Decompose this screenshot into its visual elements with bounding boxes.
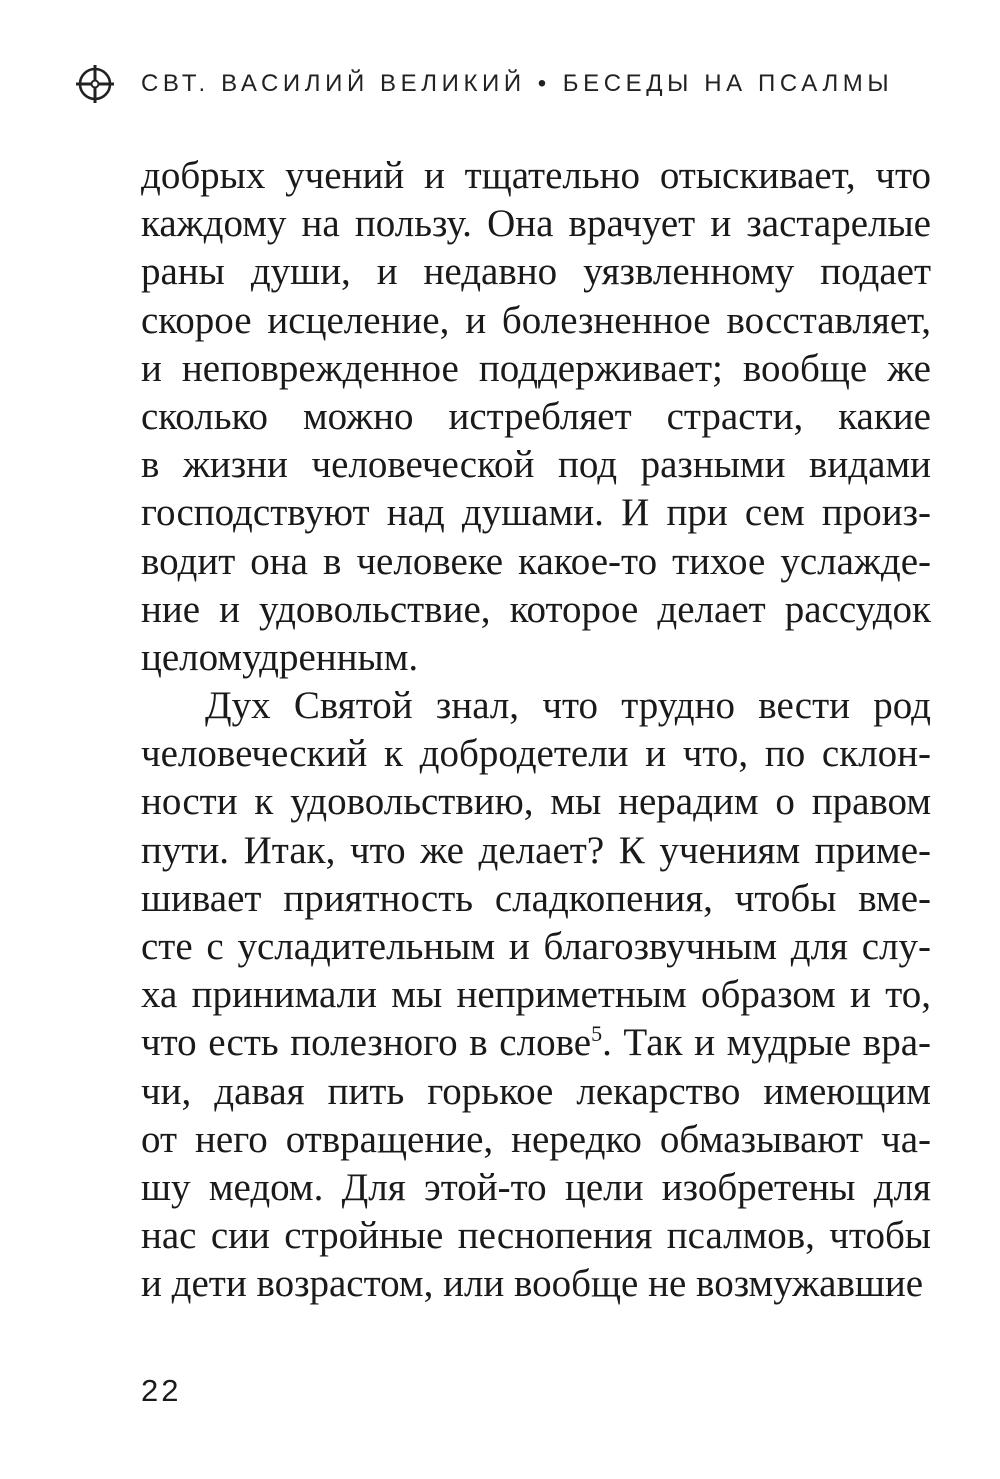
- text-line: в жизни человеческой под разными видами: [141, 443, 931, 487]
- text-line: человеческий к добродетели и что, по склон-: [141, 732, 931, 776]
- header-separator: •: [537, 70, 551, 97]
- text-line: и дети возрастом, или вообще не возмужавшие: [141, 1262, 924, 1306]
- running-header-text: [141, 70, 893, 98]
- header-author: СВТ. ВАСИЛИЙ ВЕЛИКИЙ: [141, 70, 526, 97]
- text-line: скорое исцеление, и болезненное восставляет,: [141, 298, 931, 342]
- header-book-title: БЕСЕДЫ НА ПСАЛМЫ: [562, 70, 894, 97]
- text-segment: что есть полезного в слове: [141, 1021, 592, 1065]
- text-segment: . Так и мудрые вра-: [602, 1021, 931, 1065]
- text-line: пути. Итак, что же делает? К учениям приме-: [141, 828, 931, 872]
- text-line: нас сии стройные песнопения псалмов, чтобы: [141, 1214, 931, 1258]
- page-number: 22: [141, 1373, 182, 1408]
- text-line: Дух Святой знал, что трудно вести род: [205, 684, 931, 728]
- running-header: [75, 62, 935, 106]
- text-line: шивает приятность сладкопения, чтобы вме-: [141, 876, 931, 920]
- text-line: сте с усладительным и благозвучным для слу-: [141, 925, 931, 968]
- text-line: добрых учений и тщательно отыскивает, что: [141, 154, 931, 197]
- text-line: сколько можно истребляет страсти, какие: [141, 394, 931, 438]
- body-text: [141, 152, 931, 1309]
- text-line: целомудренным.: [141, 635, 419, 679]
- text-line: и неповрежденное поддерживает; вообще же: [141, 346, 931, 390]
- text-line: водит она в человеке какое-то тихое услажде-: [141, 539, 931, 583]
- cross-ornament-icon: [75, 64, 115, 104]
- text-line: господствуют над душами. И при сем произ-: [141, 491, 931, 535]
- text-line: шу медом. Для этой-то цели изобретены для: [141, 1165, 931, 1209]
- text-line: ние и удовольствие, которое делает рассудок: [141, 587, 931, 631]
- text-line: чи, давая пить горькое лекарство имеющим: [141, 1069, 931, 1113]
- text-line: ности к удовольствию, мы нерадим о правом: [141, 780, 931, 824]
- text-line-with-footnote: [141, 1019, 931, 1067]
- footnote-reference: 5: [591, 1021, 603, 1047]
- text-line: ха принимали мы неприметным образом и то,: [141, 973, 931, 1017]
- text-line: раны души, и недавно уязвленному подает: [141, 250, 931, 294]
- text-line: каждому на пользу. Она врачует и застарелые: [141, 202, 931, 246]
- text-line: от него отвращение, нередко обмазывают ча-: [141, 1117, 931, 1161]
